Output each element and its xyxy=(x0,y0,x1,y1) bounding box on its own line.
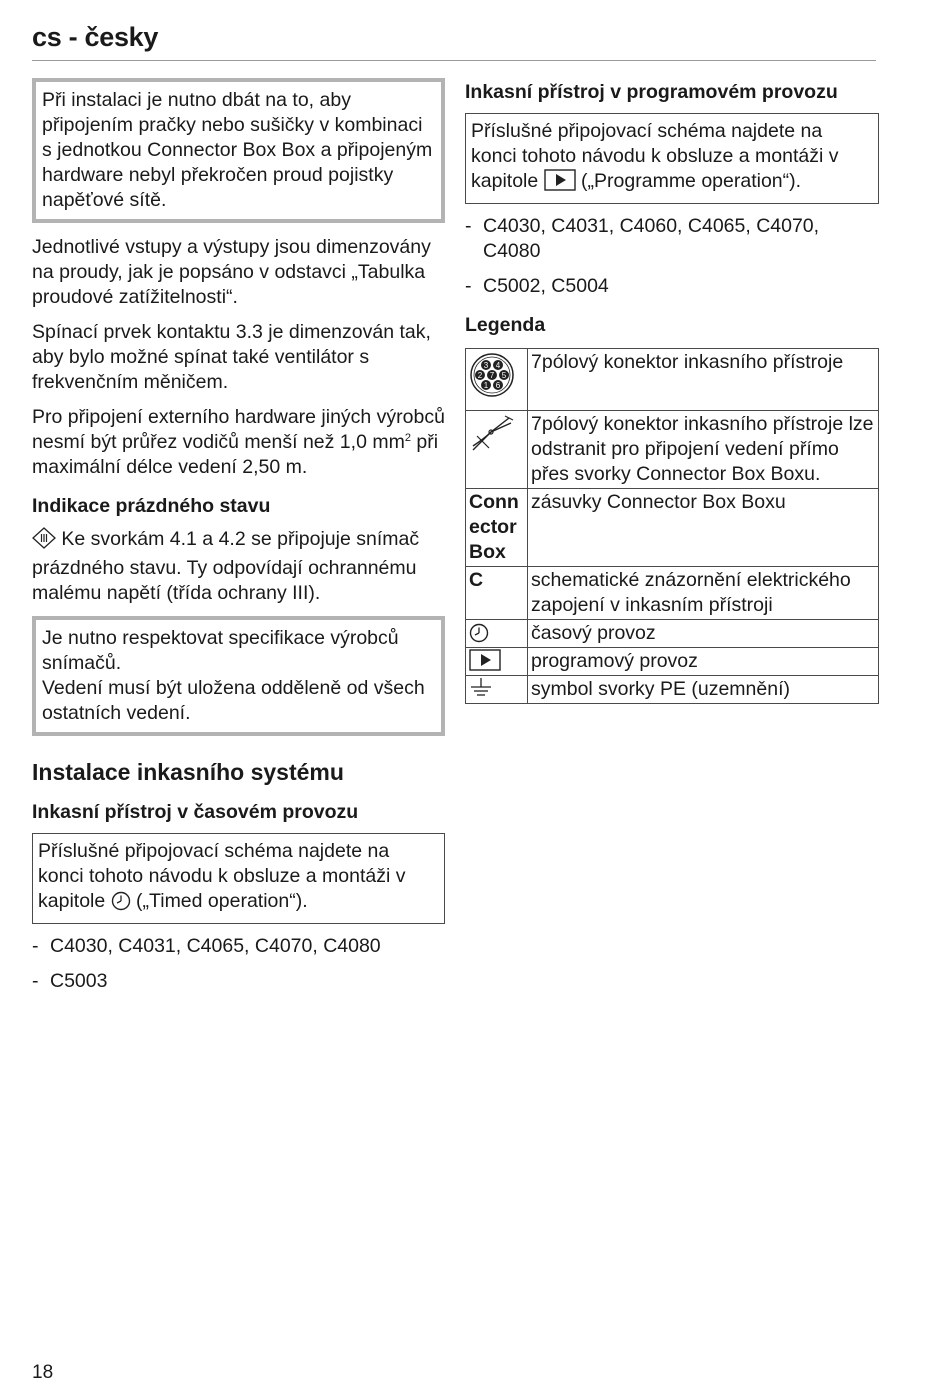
program-operation-text xyxy=(471,119,873,198)
legend-symbol xyxy=(466,620,528,648)
program-operation-box xyxy=(465,113,879,204)
table-row xyxy=(466,648,879,676)
paragraph-contact-3-3: Spínací prvek kontaktu 3.3 je dimenzován tak, aby bylo možné spínat také ventilátor s frekvenčním měničem. xyxy=(32,321,431,393)
table-row xyxy=(466,567,879,620)
empty-sensor-text: Ke svorkám 4.1 a 4.2 se připojuje snímač prázdného stavu. Ty odpovídají ochrannému malému napětí (třída ochrany III). xyxy=(32,528,420,604)
list-item: - C5002, C5004 xyxy=(465,274,879,299)
timed-text-b: („Timed operation“). xyxy=(130,890,308,912)
superscript: 2 xyxy=(404,432,411,444)
paragraph-dimensioning: Jednotlivé vstupy a výstupy jsou dimenzovány na proudy, jak je popsáno v odstavci „Tabulka proudové zatížitelnosti“. xyxy=(32,236,431,308)
svg-text:4: 4 xyxy=(495,361,501,370)
sensor-note-line-1: Je nutno respektovat specifikace výrobců snímačů. xyxy=(42,627,399,674)
sensor-note-line-2: Vedení musí být uložena odděleně od všech ostatních vedení. xyxy=(42,677,425,724)
timed-operation-text xyxy=(38,839,439,918)
legend-symbol xyxy=(466,648,528,676)
legend-text: časový provoz xyxy=(528,620,879,648)
connector-7pin-icon xyxy=(469,361,515,403)
play-icon xyxy=(544,169,576,198)
svg-text:2: 2 xyxy=(477,371,483,380)
program-text-b: („Programme operation“). xyxy=(575,170,802,192)
cross-section-text-b: při maximální délce vedení 2,50 m. xyxy=(32,431,439,478)
installation-note xyxy=(32,78,445,223)
list-item: - C5003 xyxy=(32,969,445,994)
ground-icon xyxy=(469,678,493,700)
subhead-empty-indication: Indikace prázdného stavu xyxy=(32,495,271,517)
right-column xyxy=(465,78,879,704)
clock-icon xyxy=(469,622,489,644)
table-row xyxy=(466,489,879,567)
svg-text:6: 6 xyxy=(495,381,501,390)
clock-icon xyxy=(111,891,131,918)
program-models-list xyxy=(465,214,879,299)
page-number: 18 xyxy=(32,1362,54,1383)
legend-symbol xyxy=(466,676,528,704)
installation-note-text: Při instalaci je nutno dbát na to, aby připojením pračky nebo sušičky v kombinaci s jednotkou Connector Box Box a připojeným hardware nebyl překročen proud pojistky napěťové sítě. xyxy=(42,89,433,211)
timed-text-a: Příslušné připojovací schéma najdete na konci tohoto návodu k obsluze a montáži v kapitole xyxy=(38,840,406,912)
svg-text:5: 5 xyxy=(501,371,507,380)
svg-text:3: 3 xyxy=(483,361,489,370)
legend-symbol: C xyxy=(466,567,528,620)
legend-symbol: Conn ector Box xyxy=(466,489,528,567)
low-voltage-class-iii-icon xyxy=(32,527,56,556)
table-row xyxy=(466,349,879,411)
table-row xyxy=(466,411,879,489)
legend-symbol xyxy=(466,349,528,411)
pliers-icon xyxy=(469,437,515,459)
program-text-a: Příslušné připojovací schéma najdete na konci tohoto návodu k obsluze a montáži v kapitole xyxy=(471,120,839,192)
legend-text: 7pólový konektor inkasního přístroje xyxy=(528,349,879,411)
subhead-timed-operation: Inkasní přístroj v časovém provozu xyxy=(32,801,359,823)
page-header xyxy=(32,22,876,61)
cross-section-text-a: Pro připojení externího hardware jiných výrobců nesmí být průřez vodičů menší než 1,0 mm xyxy=(32,406,445,453)
legend-symbol xyxy=(466,411,528,489)
timed-models-list xyxy=(32,934,445,994)
subhead-program-operation: Inkasní přístroj v programovém provozu xyxy=(465,81,838,103)
legend-text: 7pólový konektor inkasního přístroje lze odstranit pro připojení vedení přímo přes svorky Connector Box Boxu. xyxy=(528,411,879,489)
paragraph-empty-sensor xyxy=(32,527,445,606)
legend-text: schematické znázornění elektrického zapojení v inkasním přístroji xyxy=(528,567,879,620)
list-item: - C4030, C4031, C4060, C4065, C4070, C4080 xyxy=(465,214,879,264)
table-row xyxy=(466,676,879,704)
paragraph-cross-section xyxy=(32,405,445,480)
left-column xyxy=(32,78,445,1004)
legend-text: zásuvky Connector Box Boxu xyxy=(528,489,879,567)
play-icon xyxy=(469,650,501,672)
svg-text:7: 7 xyxy=(489,371,495,380)
page-title: cs - česky xyxy=(32,22,159,52)
timed-operation-box xyxy=(32,833,445,924)
svg-text:1: 1 xyxy=(483,381,489,390)
legend-text: symbol svorky PE (uzemnění) xyxy=(528,676,879,704)
list-item: - C4030, C4031, C4065, C4070, C4080 xyxy=(32,934,445,959)
legend-title: Legenda xyxy=(465,314,546,336)
legend-text: programový provoz xyxy=(528,648,879,676)
section-title: Instalace inkasního systému xyxy=(32,759,344,785)
legend-table xyxy=(465,348,879,704)
sensor-note xyxy=(32,616,445,736)
table-row xyxy=(466,620,879,648)
